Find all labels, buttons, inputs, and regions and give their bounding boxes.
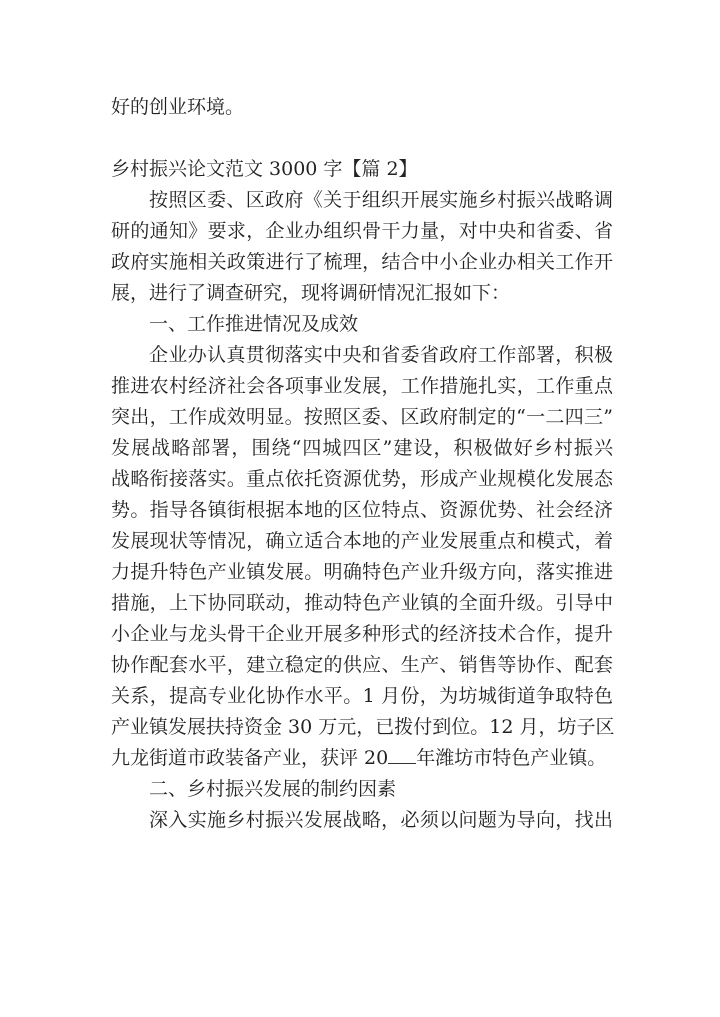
paragraph-gap [111, 123, 613, 154]
body-line: 小企业与龙头骨干企业开展多种形式的经济技术合作，提升 [111, 623, 613, 645]
blank-underline [388, 747, 416, 764]
body-line: 协作配套水平，建立稳定的供应、生产、销售等协作、配套 [111, 654, 613, 676]
body-last-part-b: 年潍坊市特色产业镇。 [416, 747, 607, 769]
body-line: 势。指导各镇街根据本地的区位特点、资源优势、社会经济 [111, 499, 613, 521]
body-line-last [111, 743, 613, 774]
body-line: 产业镇发展扶持资金 30 万元，已拨付到位。12 月，坊子区 [111, 716, 615, 738]
document-page [111, 92, 613, 836]
body-line: 战略衔接落实。重点依托资源优势，形成产业规模化发展态 [111, 468, 613, 490]
heading-work-progress: 一、工作推进情况及成效 [149, 313, 359, 335]
intro-line: 按照区委、区政府《关于组织开展实施乡村振兴战略调 [149, 189, 613, 211]
section-title: 乡村振兴论文范文 3000 字【篇 2】 [111, 158, 418, 180]
body-line: 深入实施乡村振兴发展战略，必须以问题为导向，找出 [149, 809, 613, 831]
body-line: 突出，工作成效明显。按照区委、区政府制定的“一二四三” [111, 406, 613, 428]
intro-line: 展，进行了调查研究，现将调研情况汇报如下： [111, 282, 511, 304]
body-line: 力提升特色产业镇发展。明确特色产业升级方向，落实推进 [111, 561, 613, 583]
paragraph-end-line: 好的创业环境。 [111, 96, 245, 118]
body-line: 关系，提高专业化协作水平。1 月份，为坊城街道争取特色 [111, 685, 613, 707]
heading-constraints: 二、乡村振兴发展的制约因素 [149, 778, 397, 800]
body-line: 企业办认真贯彻落实中央和省委省政府工作部署，积极 [149, 344, 613, 366]
intro-line: 研的通知》要求，企业办组织骨干力量，对中央和省委、省 [111, 220, 613, 242]
intro-line: 政府实施相关政策进行了梳理，结合中小企业办相关工作开 [111, 251, 613, 273]
body-line: 发展战略部署，围绕“四城四区”建设，积极做好乡村振兴 [111, 437, 613, 459]
body-line: 措施，上下协同联动，推动特色产业镇的全面升级。引导中 [111, 592, 613, 614]
body-line: 推进农村经济社会各项事业发展，工作措施扎实，工作重点 [111, 375, 613, 397]
body-last-part-a: 九龙街道市政装备产业，获评 20 [111, 747, 389, 769]
body-line: 发展现状等情况，确立适合本地的产业发展重点和模式，着 [111, 530, 613, 552]
